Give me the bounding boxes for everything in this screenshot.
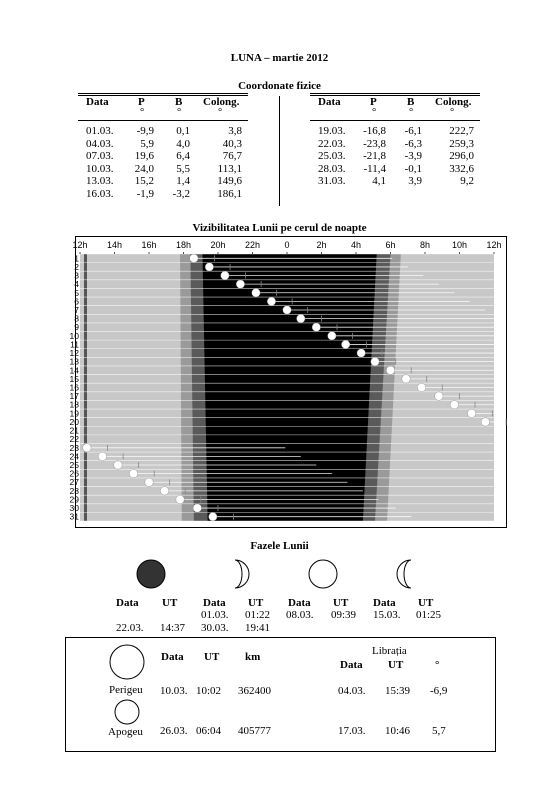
cell-b: -3,2	[172, 187, 190, 200]
phase2-data-label: Data	[203, 597, 226, 609]
cell-date: 22.03.	[318, 137, 346, 150]
libration-heading: Librația	[372, 645, 407, 657]
libration-row2-val: 5,7	[432, 725, 446, 737]
cell-p: 24,0	[134, 162, 154, 175]
cell-b: 3,9	[408, 175, 422, 187]
day-tick-label: 31	[69, 511, 79, 522]
libration-unit-label: °	[435, 659, 440, 671]
moon-position-dot	[435, 392, 443, 400]
day-tick-label: 17	[69, 391, 79, 402]
cell-b: -3,9	[404, 150, 422, 162]
cell-colong: 186,1	[217, 187, 242, 200]
moon-position-dot	[297, 314, 305, 322]
libration-row1-ut: 15:39	[385, 685, 411, 697]
moon-position-dot	[386, 366, 394, 374]
cell-p: -11,4	[363, 162, 386, 175]
cell-p: -23,8	[363, 137, 386, 150]
cell-date: 28.03.	[318, 162, 346, 175]
moon-position-dot	[450, 401, 458, 409]
day-tick-label: 6	[74, 296, 79, 307]
hour-tick-label: 12h	[72, 240, 88, 250]
cell-date: 31.03.	[318, 175, 346, 187]
moon-position-dot	[328, 332, 336, 340]
night-band	[202, 254, 376, 521]
coords-row	[310, 138, 480, 150]
hour-tick-label: 0	[284, 240, 290, 250]
phase-new-date: 22.03.	[116, 622, 144, 634]
cell-date: 04.03.	[86, 137, 114, 150]
hour-tick-label: 20h	[210, 240, 226, 250]
cell-colong: 3,8	[228, 125, 242, 137]
phase4-ut-label: UT	[418, 597, 434, 609]
phase-icons	[130, 558, 430, 594]
perigee-label: Perigeu	[109, 684, 143, 696]
cell-colong: 149,6	[217, 175, 242, 187]
coords-row	[78, 125, 248, 137]
moon-position-dot	[357, 349, 365, 357]
cell-colong: 296,0	[449, 150, 474, 162]
day-tick-label: 28	[69, 485, 79, 496]
moon-position-dot	[145, 478, 153, 486]
day-tick-label: 25	[69, 460, 79, 471]
page-title: LUNA – martie 2012	[230, 52, 329, 64]
coords-heading: Coordonate fizice	[238, 80, 321, 92]
hour-tick-label: 4h	[350, 240, 362, 250]
cell-p: 19,6	[134, 150, 154, 162]
left-edge-strip	[84, 254, 87, 521]
cell-p: -9,9	[136, 125, 154, 137]
day-tick-label: 9	[74, 322, 79, 333]
moon-position-dot	[209, 512, 217, 520]
libration-data-label: Data	[340, 659, 363, 671]
day-tick-label: 4	[74, 279, 79, 290]
apsides-km-label: km	[245, 651, 261, 663]
col-b-right: B	[407, 96, 415, 108]
day-tick-label: 24	[69, 451, 79, 462]
day-tick-label: 20	[69, 416, 79, 427]
apsides-ut-label: UT	[204, 651, 220, 663]
phase-full-date: 08.03.	[286, 609, 314, 621]
phase4-data-label: Data	[373, 597, 396, 609]
day-tick-label: 18	[69, 399, 79, 410]
moon-position-dot	[236, 280, 244, 288]
libration-row2-ut: 10:46	[385, 725, 411, 737]
visibility-svg	[69, 237, 506, 527]
moon-position-dot	[114, 461, 122, 469]
moon-position-dot	[252, 289, 260, 297]
cell-p: 5,9	[140, 137, 154, 150]
cell-p: -16,8	[363, 125, 386, 137]
day-tick-label: 5	[74, 287, 79, 298]
moon-position-dot	[193, 504, 201, 512]
moon-position-dot	[98, 452, 106, 460]
phase-new-ut: 14:37	[160, 622, 186, 634]
visibility-heading: Vizibilitatea Lunii pe cerul de noapte	[192, 222, 367, 234]
coords-row	[310, 150, 480, 162]
apogee-moon-icon	[115, 700, 139, 724]
cell-colong: 113,1	[217, 162, 242, 175]
coords-row	[310, 163, 480, 175]
phase1-data-label: Data	[116, 597, 139, 609]
day-tick-label: 3	[74, 270, 79, 281]
day-tick-label: 10	[69, 330, 79, 341]
cell-date: 01.03.	[86, 125, 114, 137]
day-tick-label: 13	[69, 356, 79, 367]
phase-fq-date: 01.03.	[201, 609, 229, 621]
full-moon-icon	[309, 560, 337, 588]
coords-row	[78, 150, 248, 162]
cell-date: 13.03.	[86, 175, 114, 187]
coords-row	[78, 138, 248, 150]
libration-row1-date: 04.03.	[338, 685, 366, 697]
moon-position-dot	[371, 357, 379, 365]
moon-position-dot	[467, 409, 475, 417]
moon-position-dot	[205, 263, 213, 271]
unit-p-right: °	[372, 107, 377, 118]
moon-position-dot	[129, 469, 137, 477]
hour-tick-label: 14h	[106, 240, 123, 250]
hour-tick-label: 16h	[141, 240, 157, 250]
apogee-date: 26.03.	[160, 725, 188, 737]
apogee-km: 405777	[238, 725, 271, 737]
unit-colong-right: °	[450, 107, 455, 118]
perigee-km: 362400	[238, 685, 271, 697]
cell-colong: 9,2	[460, 175, 474, 187]
col-p-right: P	[370, 96, 377, 108]
new-moon-icon	[137, 560, 165, 588]
day-tick-label: 16	[69, 382, 79, 393]
moon-position-dot	[160, 487, 168, 495]
phase-lq-ut: 01:25	[416, 609, 442, 621]
cell-p: 4,1	[372, 175, 386, 187]
apogee-label: Apogeu	[108, 726, 143, 738]
moon-position-dot	[481, 418, 489, 426]
phases-heading: Fazele Lunii	[250, 540, 309, 552]
hour-tick-label: 2h	[316, 240, 327, 250]
hour-tick-label: 22h	[244, 240, 261, 250]
day-tick-label: 1	[74, 253, 79, 264]
cell-b: 1,4	[176, 175, 190, 187]
col-data: Data	[86, 96, 109, 108]
cell-b: 5,5	[176, 162, 190, 175]
hour-tick-label: 8h	[419, 240, 431, 250]
cell-b: 6,4	[176, 150, 190, 162]
col-p: P	[138, 96, 145, 108]
coords-divider	[279, 96, 280, 206]
col-colong: Colong.	[203, 96, 240, 108]
cell-colong: 259,3	[449, 137, 474, 150]
cell-date: 25.03.	[318, 150, 346, 162]
day-tick-label: 23	[69, 442, 79, 453]
col-colong-right: Colong.	[435, 96, 472, 108]
day-tick-label: 11	[70, 339, 79, 350]
libration-row1-val: -6,9	[430, 685, 448, 697]
hour-tick-label: 6h	[385, 240, 396, 250]
coords-row	[78, 163, 248, 175]
day-tick-label: 29	[69, 494, 79, 505]
moon-position-dot	[267, 297, 275, 305]
moon-position-dot	[283, 306, 291, 314]
col-data-right: Data	[318, 96, 341, 108]
moon-position-dot	[417, 383, 425, 391]
col-b: B	[175, 96, 183, 108]
phase-fq-ut: 01:22	[245, 609, 271, 621]
moon-position-dot	[190, 254, 198, 262]
unit-colong: °	[218, 107, 223, 118]
day-tick-label: 27	[69, 477, 79, 488]
hour-tick-label: 18h	[175, 240, 192, 250]
phase1-ut-label: UT	[162, 597, 178, 609]
day-tick-label: 22	[69, 434, 79, 445]
day-tick-label: 19	[69, 408, 79, 419]
perigee-ut: 10:02	[196, 685, 222, 697]
last-quarter-icon	[397, 560, 411, 588]
cell-date: 16.03.	[86, 187, 114, 200]
cell-colong: 222,7	[449, 125, 474, 137]
day-tick-label: 14	[69, 365, 79, 376]
moon-position-dot	[221, 271, 229, 279]
first-quarter-icon	[235, 560, 249, 588]
moon-position-dot	[402, 375, 410, 383]
day-tick-label: 26	[69, 468, 79, 479]
phase2-ut-label: UT	[248, 597, 264, 609]
moon-position-dot	[176, 495, 184, 503]
phase-full-ut: 09:39	[331, 609, 357, 621]
cell-b: 4,0	[176, 137, 190, 150]
coords-row	[78, 188, 248, 200]
moon-position-dot	[341, 340, 349, 348]
day-tick-label: 2	[74, 261, 79, 272]
cell-date: 10.03.	[86, 162, 114, 175]
day-tick-label: 21	[69, 425, 79, 436]
moon-position-dot	[83, 444, 91, 452]
cell-p: 15,2	[134, 175, 154, 187]
cell-date: 19.03.	[318, 125, 346, 137]
day-tick-label: 7	[74, 304, 79, 315]
moon-position-dot	[312, 323, 320, 331]
day-tick-label: 30	[69, 503, 79, 514]
coords-row	[310, 125, 480, 137]
unit-b-right: °	[409, 107, 414, 118]
unit-b: °	[177, 107, 182, 118]
cell-colong: 40,3	[222, 137, 242, 150]
perigee-date: 10.03.	[160, 685, 188, 697]
cell-p: -1,9	[136, 187, 154, 200]
day-tick-label: 8	[74, 313, 79, 324]
cell-b: -0,1	[404, 162, 422, 175]
day-tick-label: 12	[69, 348, 79, 359]
hour-tick-label: 12h	[486, 240, 502, 250]
phase3-data-label: Data	[288, 597, 311, 609]
libration-row2-date: 17.03.	[338, 725, 366, 737]
phase-lq-date: 15.03.	[373, 609, 401, 621]
phase3-ut-label: UT	[333, 597, 349, 609]
phase-fq2-date: 30.03.	[201, 622, 229, 634]
coords-row	[310, 175, 480, 187]
coords-row	[78, 175, 248, 187]
apogee-ut: 06:04	[196, 725, 222, 737]
visibility-chart	[69, 236, 507, 528]
hour-tick-label: 10h	[451, 240, 468, 250]
apsides-data-label: Data	[161, 651, 184, 663]
cell-colong: 332,6	[449, 162, 474, 175]
libration-ut-label: UT	[388, 659, 404, 671]
unit-p: °	[140, 107, 145, 118]
cell-colong: 76,7	[222, 150, 242, 162]
cell-b: -6,1	[404, 125, 422, 137]
perigee-moon-icon	[110, 645, 144, 679]
phase-fq2-ut: 19:41	[245, 622, 271, 634]
cell-b: -6,3	[404, 137, 422, 150]
cell-p: -21,8	[363, 150, 386, 162]
day-tick-label: 15	[69, 373, 79, 384]
cell-date: 07.03.	[86, 150, 114, 162]
cell-b: 0,1	[176, 125, 190, 137]
